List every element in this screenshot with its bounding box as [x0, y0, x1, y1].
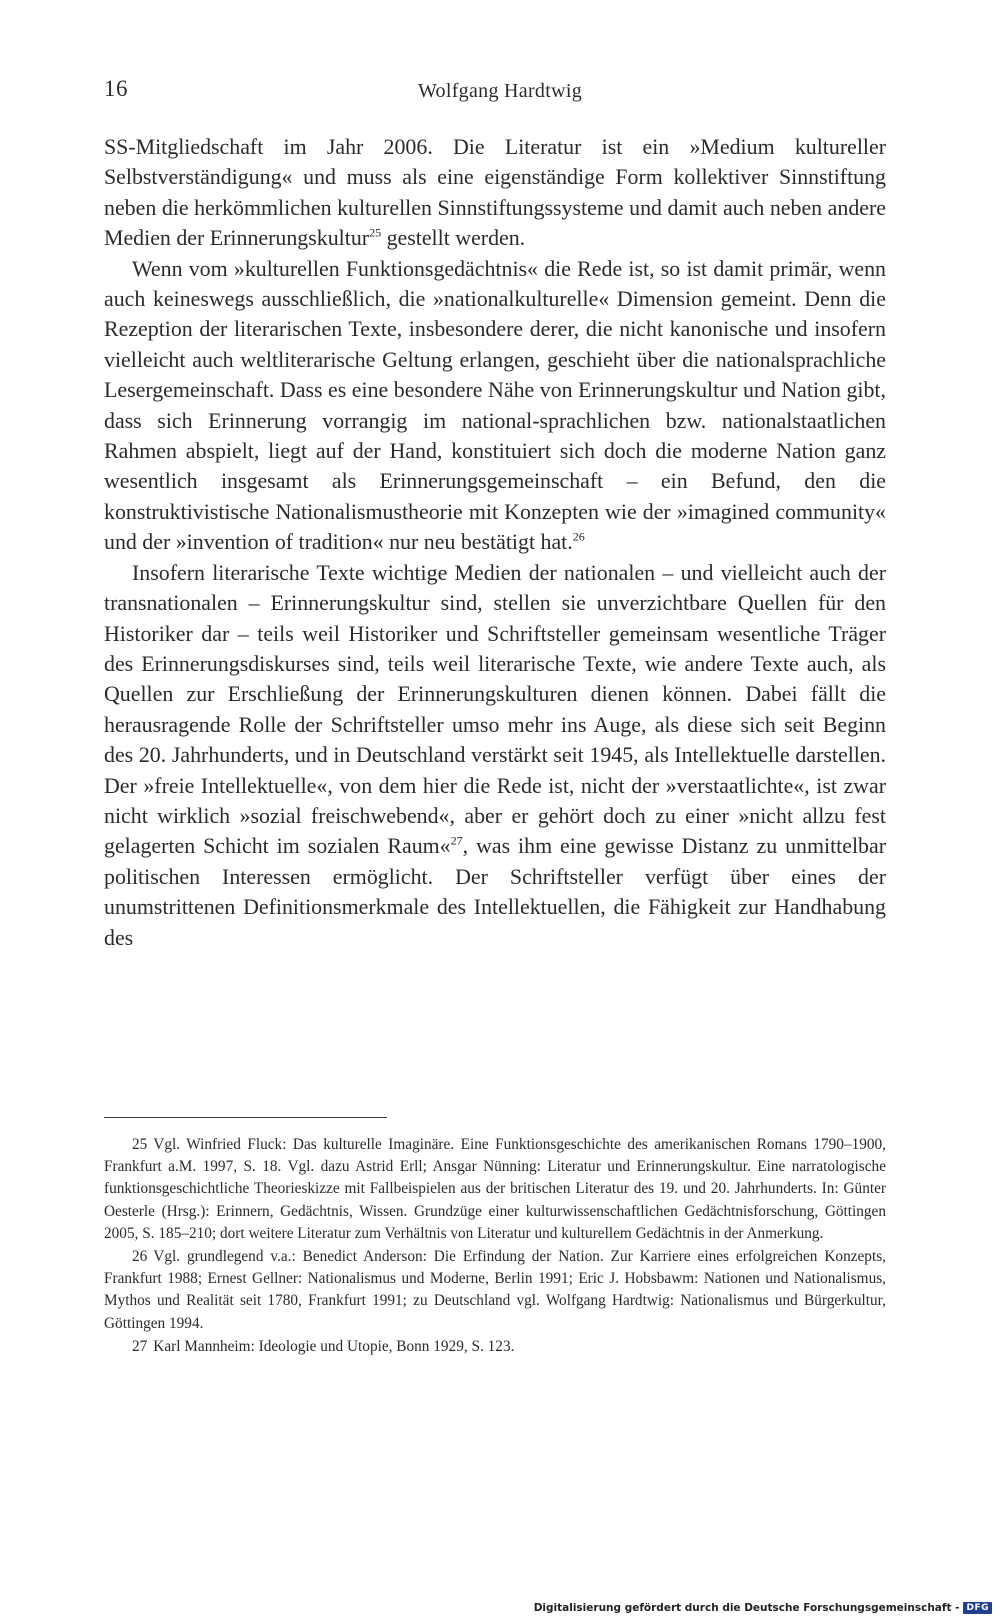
footnote-ref-27[interactable]: 27: [450, 834, 463, 849]
running-head: Wolfgang Hardtwig: [417, 80, 582, 102]
paragraph-1-end: gestellt werden.: [381, 225, 526, 251]
footnote-26: [104, 1246, 886, 1335]
footnote-text: Vgl. Winfried Fluck: Das kulturelle Imaginäre. Eine Funktionsgeschichte des amerikanischen Romans 1790–1900, Frankfurt a.M. 1997, S. 18. Vgl. dazu Astrid Erll; Ansgar Nünning: Literatur und Erinnerungskultur. Eine narratologische funktionsgeschichtliche Theorieskizze mit Fallbeispielen aus der britischen Literatur des 19. und 20. Jahrhunderts. In: Günter Oesterle (Hrsg.): Erinnern, Gedächtnis, Wissen. Grundzüge einer kulturwissenschaftlichen Gedächtnisforschung, Göttingen 2005, S. 185–210; dort weitere Literatur zum Verhältnis von Literatur und kulturellem Gedächtnis in der Anmerkung.: [104, 1136, 886, 1242]
paragraph-1: [104, 132, 886, 254]
footnote-number: 26: [132, 1248, 148, 1266]
footnote-text: Vgl. grundlegend v.a.: Benedict Anderson: Die Erfindung der Nation. Zur Karriere eines erfolgreichen Konzepts, Frankfurt 1988; Ernest Gellner: Nationalismus und Moderne, Berlin 1991; Eric J. Hobsbawm: Nationen und Nationalismus, Mythos und Realität seit 1780, Frankfurt 1991; zu Deutschland vgl. Wolfgang Hardtwig: Nationalismus und Bürgerkultur, Göttingen 1994.: [104, 1248, 886, 1332]
footnote-text: Karl Mannheim: Ideologie und Utopie, Bonn 1929, S. 123.: [153, 1337, 515, 1355]
digitization-notice-text: Digitalisierung gefördert durch die Deutsche Forschungsgemeinschaft -: [533, 1602, 960, 1614]
footnote-divider: [104, 1117, 387, 1118]
paragraph-3-text-a: Insofern literarische Texte wichtige Medien der nationalen – und vielleicht auch der transnationalen – Erinnerungskultur sind, stellen sie unverzichtbare Quellen für den Historiker dar – teils weil Historiker und Schriftsteller gemeinsam wesentliche Träger des Erinnerungsdiskurses sind, teils weil literarische Texte, wie andere Texte auch, als Quellen zur Erschließung der Erinnerungskulturen dienen können. Dabei fällt die herausragende Rolle der Schriftsteller umso mehr ins Auge, als diese sich seit Beginn des 20. Jahrhunderts, und in Deutschland verstärkt seit 1945, als Intellektuelle darstellen. Der »freie Intellektuelle«, von dem hier die Rede ist, nicht der »verstaatlichte«, ist zwar nicht wirklich »sozial freischwebend«, aber er gehört doch zu einer »nicht allzu fest gelagerten Schicht im sozialen Raum«: [104, 559, 886, 859]
digitization-notice: [534, 1602, 992, 1614]
footnote-number: 27: [132, 1337, 148, 1355]
paragraph-3-text-b: , was ihm eine gewisse Distanz zu unmittelbar politischen Interessen ermöglicht. Der Schriftsteller verfügt über eines der unumstrittenen Definitionsmerkmale des Intellektuellen, die Fähigkeit zur Handhabung des: [104, 833, 886, 950]
footnotes: [104, 1134, 886, 1358]
footnote-27: [104, 1336, 886, 1358]
footnote-ref-26[interactable]: 26: [572, 529, 585, 544]
footnote-ref-25[interactable]: 25: [369, 225, 382, 240]
main-text: [104, 132, 886, 953]
paragraph-2: [104, 254, 886, 558]
paragraph-3: [104, 558, 886, 953]
paragraph-2-text: Wenn vom »kulturellen Funktionsgedächtnis« die Rede ist, so ist damit primär, wenn auch keineswegs ausschließlich, die »nationalkulturelle« Dimension gemeint. Denn die Rezeption der literarischen Texte, insbesondere derer, die nicht kanonische und insofern vielleicht auch weltliterarische Geltung erlangen, geschieht über die nationalsprachliche Lesergemeinschaft. Dass es eine besondere Nähe von Erinnerungskultur und Nation gibt, dass sich Erinnerung vorrangig im national-sprachlichen bzw. nationalstaatlichen Rahmen abspielt, liegt auf der Hand, konstituiert sich doch die moderne Nation ganz wesentlich insgesamt als Erinnerungsgemeinschaft – ein Befund, den die konstruktivistische Nationalismustheorie mit Konzepten wie der »imagined community« und der »invention of tradition« nur neu bestätigt hat.: [104, 255, 886, 555]
footnote-25: [104, 1134, 886, 1245]
footnote-number: 25: [132, 1136, 148, 1153]
dfg-logo-icon: DFG: [963, 1602, 992, 1614]
page-number: 16: [104, 76, 128, 101]
paragraph-1-text: SS-Mitgliedschaft im Jahr 2006. Die Literatur ist ein »Medium kultureller Selbstverständigung« und muss als eine eigenständige Form kollektiver Sinnstiftung neben die herkömmlichen kulturellen Sinnstiftungssysteme und damit auch neben andere Medien der Erinnerungskultur: [104, 134, 886, 251]
